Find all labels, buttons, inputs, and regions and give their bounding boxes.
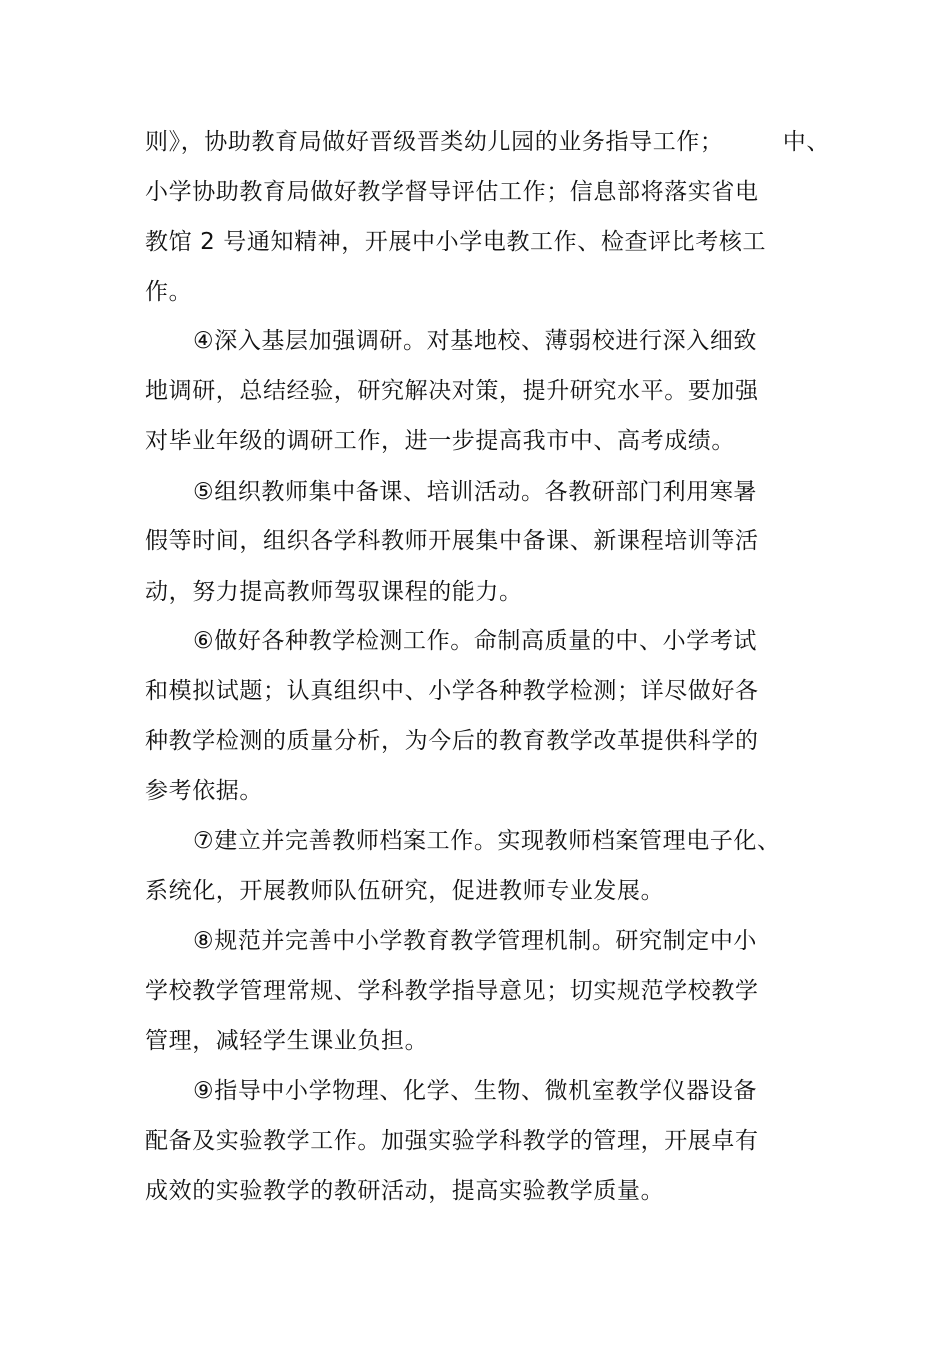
- paragraph-first-line: ④深入基层加强调研。对基地校、薄弱校进行深入细致: [193, 328, 758, 354]
- paragraph-first-line: ⑥做好各种教学检测工作。命制高质量的中、小学考试: [193, 628, 758, 654]
- text-line: 对毕业年级的调研工作，进一步提高我市中、高考成绩。: [145, 428, 735, 454]
- text-line: 参考依据。: [145, 778, 263, 804]
- text-line: 和模拟试题；认真组织中、小学各种教学检测；详尽做好各: [145, 678, 759, 704]
- paragraph-first-line: ⑧规范并完善中小学教育教学管理机制。研究制定中小: [193, 928, 758, 954]
- text-line: 种教学检测的质量分析，为今后的教育教学改革提供科学的: [145, 728, 759, 754]
- text-line: 动，努力提高教师驾驭课程的能力。: [145, 579, 523, 605]
- text-line: 系统化，开展教师队伍研究，促进教师专业发展。: [145, 878, 665, 904]
- text-line: 成效的实验教学的教研活动，提高实验教学质量。: [145, 1178, 665, 1204]
- text-line: 教馆 2 号通知精神，开展中小学电教工作、检查评比考核工: [145, 229, 767, 255]
- text-line: 作。: [145, 279, 193, 305]
- text-line: 则》，协助教育局做好晋级晋类幼儿园的业务指导工作； 中、: [145, 129, 830, 155]
- text-line: 小学协助教育局做好教学督导评估工作；信息部将落实省电: [145, 179, 759, 205]
- paragraph-first-line: ⑤组织教师集中备课、培训活动。各教研部门利用寒暑: [193, 479, 758, 505]
- text-line: 学校教学管理常规、学科教学指导意见；切实规范学校教学: [145, 978, 759, 1004]
- text-line: 地调研，总结经验，研究解决对策，提升研究水平。要加强: [145, 378, 759, 404]
- text-line: 管理，减轻学生课业负担。: [145, 1028, 429, 1054]
- paragraph-first-line: ⑦建立并完善教师档案工作。实现教师档案管理电子化、: [193, 828, 781, 854]
- text-line: 假等时间，组织各学科教师开展集中备课、新课程培训等活: [145, 528, 759, 554]
- paragraph-first-line: ⑨指导中小学物理、化学、生物、微机室教学仪器设备: [193, 1078, 758, 1104]
- text-line: 配备及实验教学工作。加强实验学科教学的管理，开展卓有: [145, 1128, 759, 1154]
